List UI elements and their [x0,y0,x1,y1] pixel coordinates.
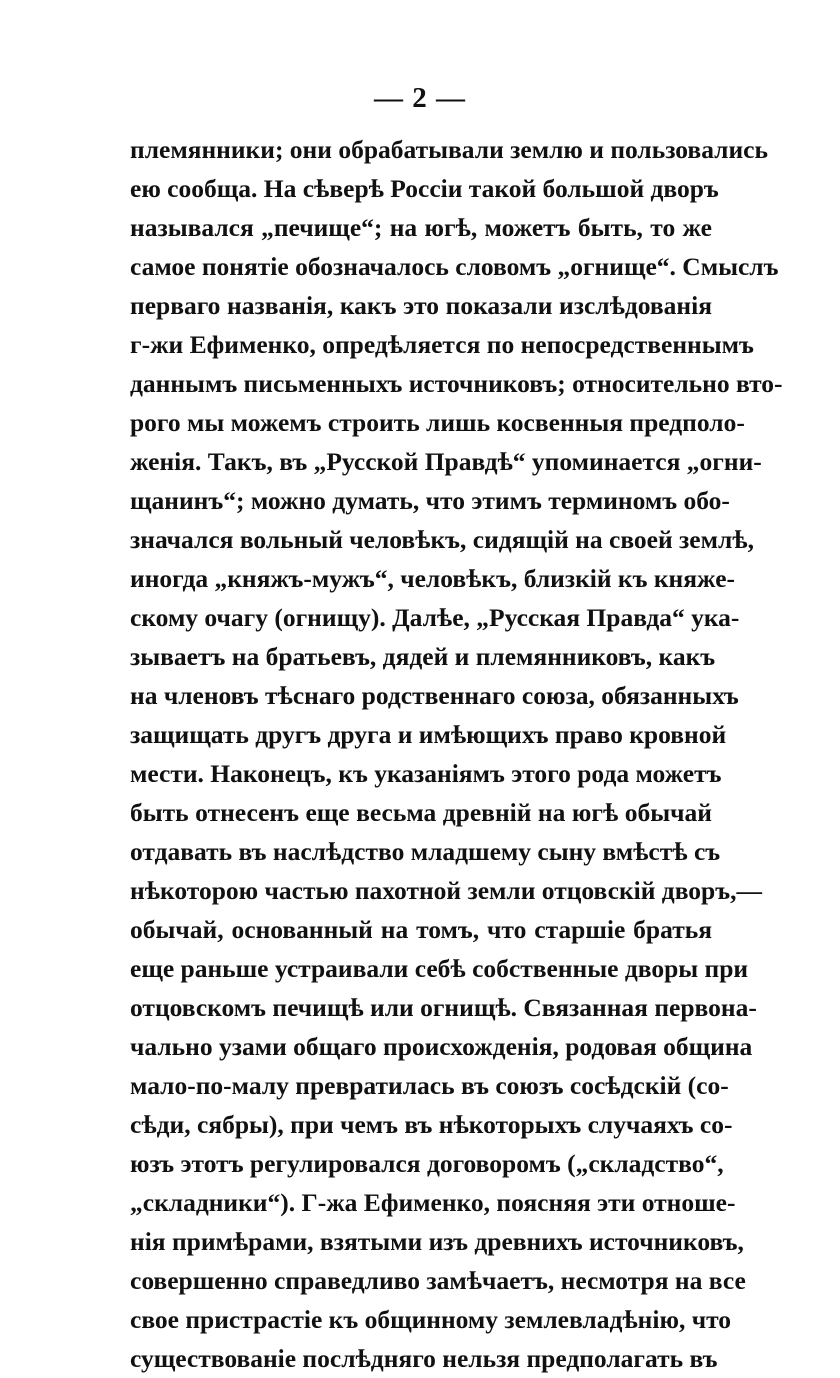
text-line: свое пристрастіе къ общинному землевладѣнію, что [130,1305,732,1334]
text-line: сѣди, сябры), при чемъ въ нѣкоторыхъ случаяхъ со- [130,1110,733,1139]
text-line: ею сообща. На сѣверѣ Россіи такой большой дворъ [130,174,719,203]
text-line: щанинъ“; можно думать, что этимъ терминомъ обо- [130,486,730,515]
page-number: — 2 — [374,82,466,114]
text-line: юзъ этотъ регулировался договоромъ („складство“, [130,1149,724,1178]
text-line: отцовскомъ печищѣ или огнищѣ. Связанная первона- [130,993,757,1022]
text-line: обычай, основанный на томъ, что старшіе братья [130,915,712,944]
text-line: перваго названія, какъ это показали изслѣдованія [130,291,712,320]
text-line: мало-по-малу превратилась въ союзъ сосѣдскій (со- [130,1071,729,1100]
text-line: рого мы можемъ строить лишь косвенныя предполо- [130,408,745,437]
text-line: существованіе послѣдняго нельзя предполагать въ [130,1344,718,1373]
text-line: г-жи Ефименко, опредѣляется по непосредственнымъ [130,330,754,359]
text-line: зываетъ на братьевъ, дядей и племянниковъ, какъ [130,642,716,671]
text-line: назывался „печище“; на югѣ, можетъ быть, то же [130,213,712,242]
text-line: племянники; они обрабатывали землю и пользовались [130,135,768,164]
text-line: женія. Такъ, въ „Русской Правдѣ“ упоминается „огни- [130,447,762,476]
text-line: на членовъ тѣснаго родственнаго союза, обязанныхъ [130,681,739,710]
text-line: даннымъ письменныхъ источниковъ; относительно вто- [130,369,783,398]
text-line: нѣкоторою частью пахотной земли отцовскій дворъ,— [130,876,762,905]
body-text [130,130,783,1378]
text-line: совершенно справедливо замѣчаетъ, несмотря на все [130,1266,746,1295]
text-line: скому очагу (огнищу). Далѣе, „Русская Правда“ ука- [130,603,740,632]
text-line: мести. Наконецъ, къ указаніямъ этого рода можетъ [130,759,722,788]
text-line: быть отнесенъ еще весьма древній на югѣ обычай [130,798,712,827]
text-line: чально узами общаго происхожденія, родовая община [130,1032,753,1061]
text-line: нія примѣрами, взятыми изъ древнихъ источниковъ, [130,1227,744,1256]
text-line: иногда „княжъ-мужъ“, человѣкъ, близкій къ княже- [130,564,736,593]
text-line: защищать другъ друга и имѣющихъ право кровной [130,720,727,749]
text-line: еще раньше устраивали себѣ собственные дворы при [130,954,749,983]
text-line: значался вольный человѣкъ, сидящій на своей землѣ, [130,525,754,554]
text-line: отдавать въ наслѣдство младшему сыну вмѣстѣ съ [130,837,721,866]
text-line: самое понятіе обозначалось словомъ „огнище“. Смыслъ [130,252,779,281]
text-line: „складники“). Г-жа Ефименко, поясняя эти отноше- [130,1188,736,1217]
